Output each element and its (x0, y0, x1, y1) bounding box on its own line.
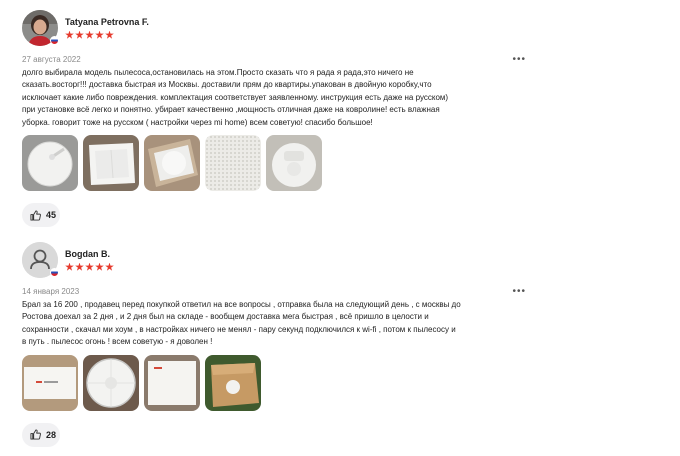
review-text-line: при установке всё легко и понятно. убирает качественно ,мощность отличная даже на ковролине! есть влажная (22, 105, 440, 115)
star-icon (75, 31, 84, 40)
review-photo[interactable] (144, 355, 200, 411)
box-photo-icon (83, 135, 139, 191)
rating-stars (65, 31, 149, 40)
star-icon (95, 31, 104, 40)
author-name[interactable]: Tatyana Petrovna F. (65, 16, 149, 27)
vacuum-photo-icon (266, 135, 322, 191)
ellipsis-icon[interactable]: ••• (512, 53, 526, 65)
review-photos (22, 135, 522, 191)
thumbs-up-icon (30, 210, 41, 221)
star-icon (65, 31, 74, 40)
russia-flag-icon (50, 268, 59, 277)
thumbs-up-icon (30, 429, 41, 440)
like-count: 45 (46, 210, 57, 221)
vacuum-photo-icon (22, 135, 78, 191)
star-icon (65, 263, 74, 272)
review-text-line: исключает какие либо повреждения. комплектация соответствует заявленному. инструкция есть даже на русском) (22, 92, 449, 102)
review-card (22, 8, 526, 227)
author-block (65, 249, 114, 272)
review-photo[interactable] (83, 355, 139, 411)
like-button[interactable] (22, 423, 60, 447)
box-photo-icon (144, 355, 200, 411)
star-icon (95, 263, 104, 272)
star-icon (105, 263, 114, 272)
star-icon (75, 263, 84, 272)
review-header (22, 240, 522, 280)
avatar-container (22, 242, 58, 278)
review-date: 27 августа 2022 (22, 55, 81, 64)
box-photo-icon (22, 355, 78, 411)
review-text (22, 67, 522, 129)
review-text (22, 299, 522, 349)
star-icon (105, 31, 114, 40)
avatar-container (22, 10, 58, 46)
review-photo[interactable] (22, 135, 78, 191)
review-photo[interactable] (83, 135, 139, 191)
russia-flag-icon (50, 36, 59, 45)
review-photo[interactable] (22, 355, 78, 411)
ellipsis-icon[interactable]: ••• (512, 285, 526, 297)
review-text-line: долго выбирала модель пылесоса,остановилась на этом.Просто сказать что я рада я рада,это ничего не (22, 68, 414, 77)
review-photo[interactable] (205, 135, 261, 191)
review-header (22, 8, 522, 48)
star-icon (85, 31, 94, 40)
review-date: 14 января 2023 (22, 287, 80, 296)
review-meta (22, 287, 526, 296)
vacuum-pattern-icon (205, 135, 261, 191)
review-text-line: Брал за 16 200 , продавец перед покупкой ответил на все вопросы , отправка была на следующий день , с москвы до (22, 300, 461, 309)
star-icon (85, 263, 94, 272)
author-block (65, 17, 149, 40)
review-text-line: сохранности , скачал ми хоум , в настройках ничего не менял - пару секунд подключился к wi-fi , потом к пылесосу и (22, 324, 456, 334)
review-text-line: сказать.восторг!!! доставка быстрая из Москвы. доставили прям до квартиры.упакован в двойную коробку,что (22, 80, 432, 90)
review-photo[interactable] (144, 135, 200, 191)
review-meta (22, 55, 526, 64)
review-photo[interactable] (266, 135, 322, 191)
box-photo-icon (144, 135, 200, 191)
like-button[interactable] (22, 203, 60, 227)
author-name[interactable]: Bogdan B. (65, 248, 110, 259)
review-text-line: Ростова доехал за 2 дня , и 2 дня был на складе - вообщем доставка мега быстрая , всё пришло в целости и (22, 312, 429, 322)
review-photos (22, 355, 522, 411)
like-count: 28 (46, 429, 57, 440)
vacuum-photo-icon (83, 355, 139, 411)
review-card (22, 240, 526, 447)
box-photo-icon (205, 355, 261, 411)
review-photo[interactable] (205, 355, 261, 411)
rating-stars (65, 263, 114, 272)
review-text-line: уборка. говорит тоже на русском ( настройки через mi home) всем советую! спасибо большое! (22, 117, 373, 127)
review-text-line: в путь . пылесос огонь ! всем советую - я доволен ! (22, 337, 213, 347)
